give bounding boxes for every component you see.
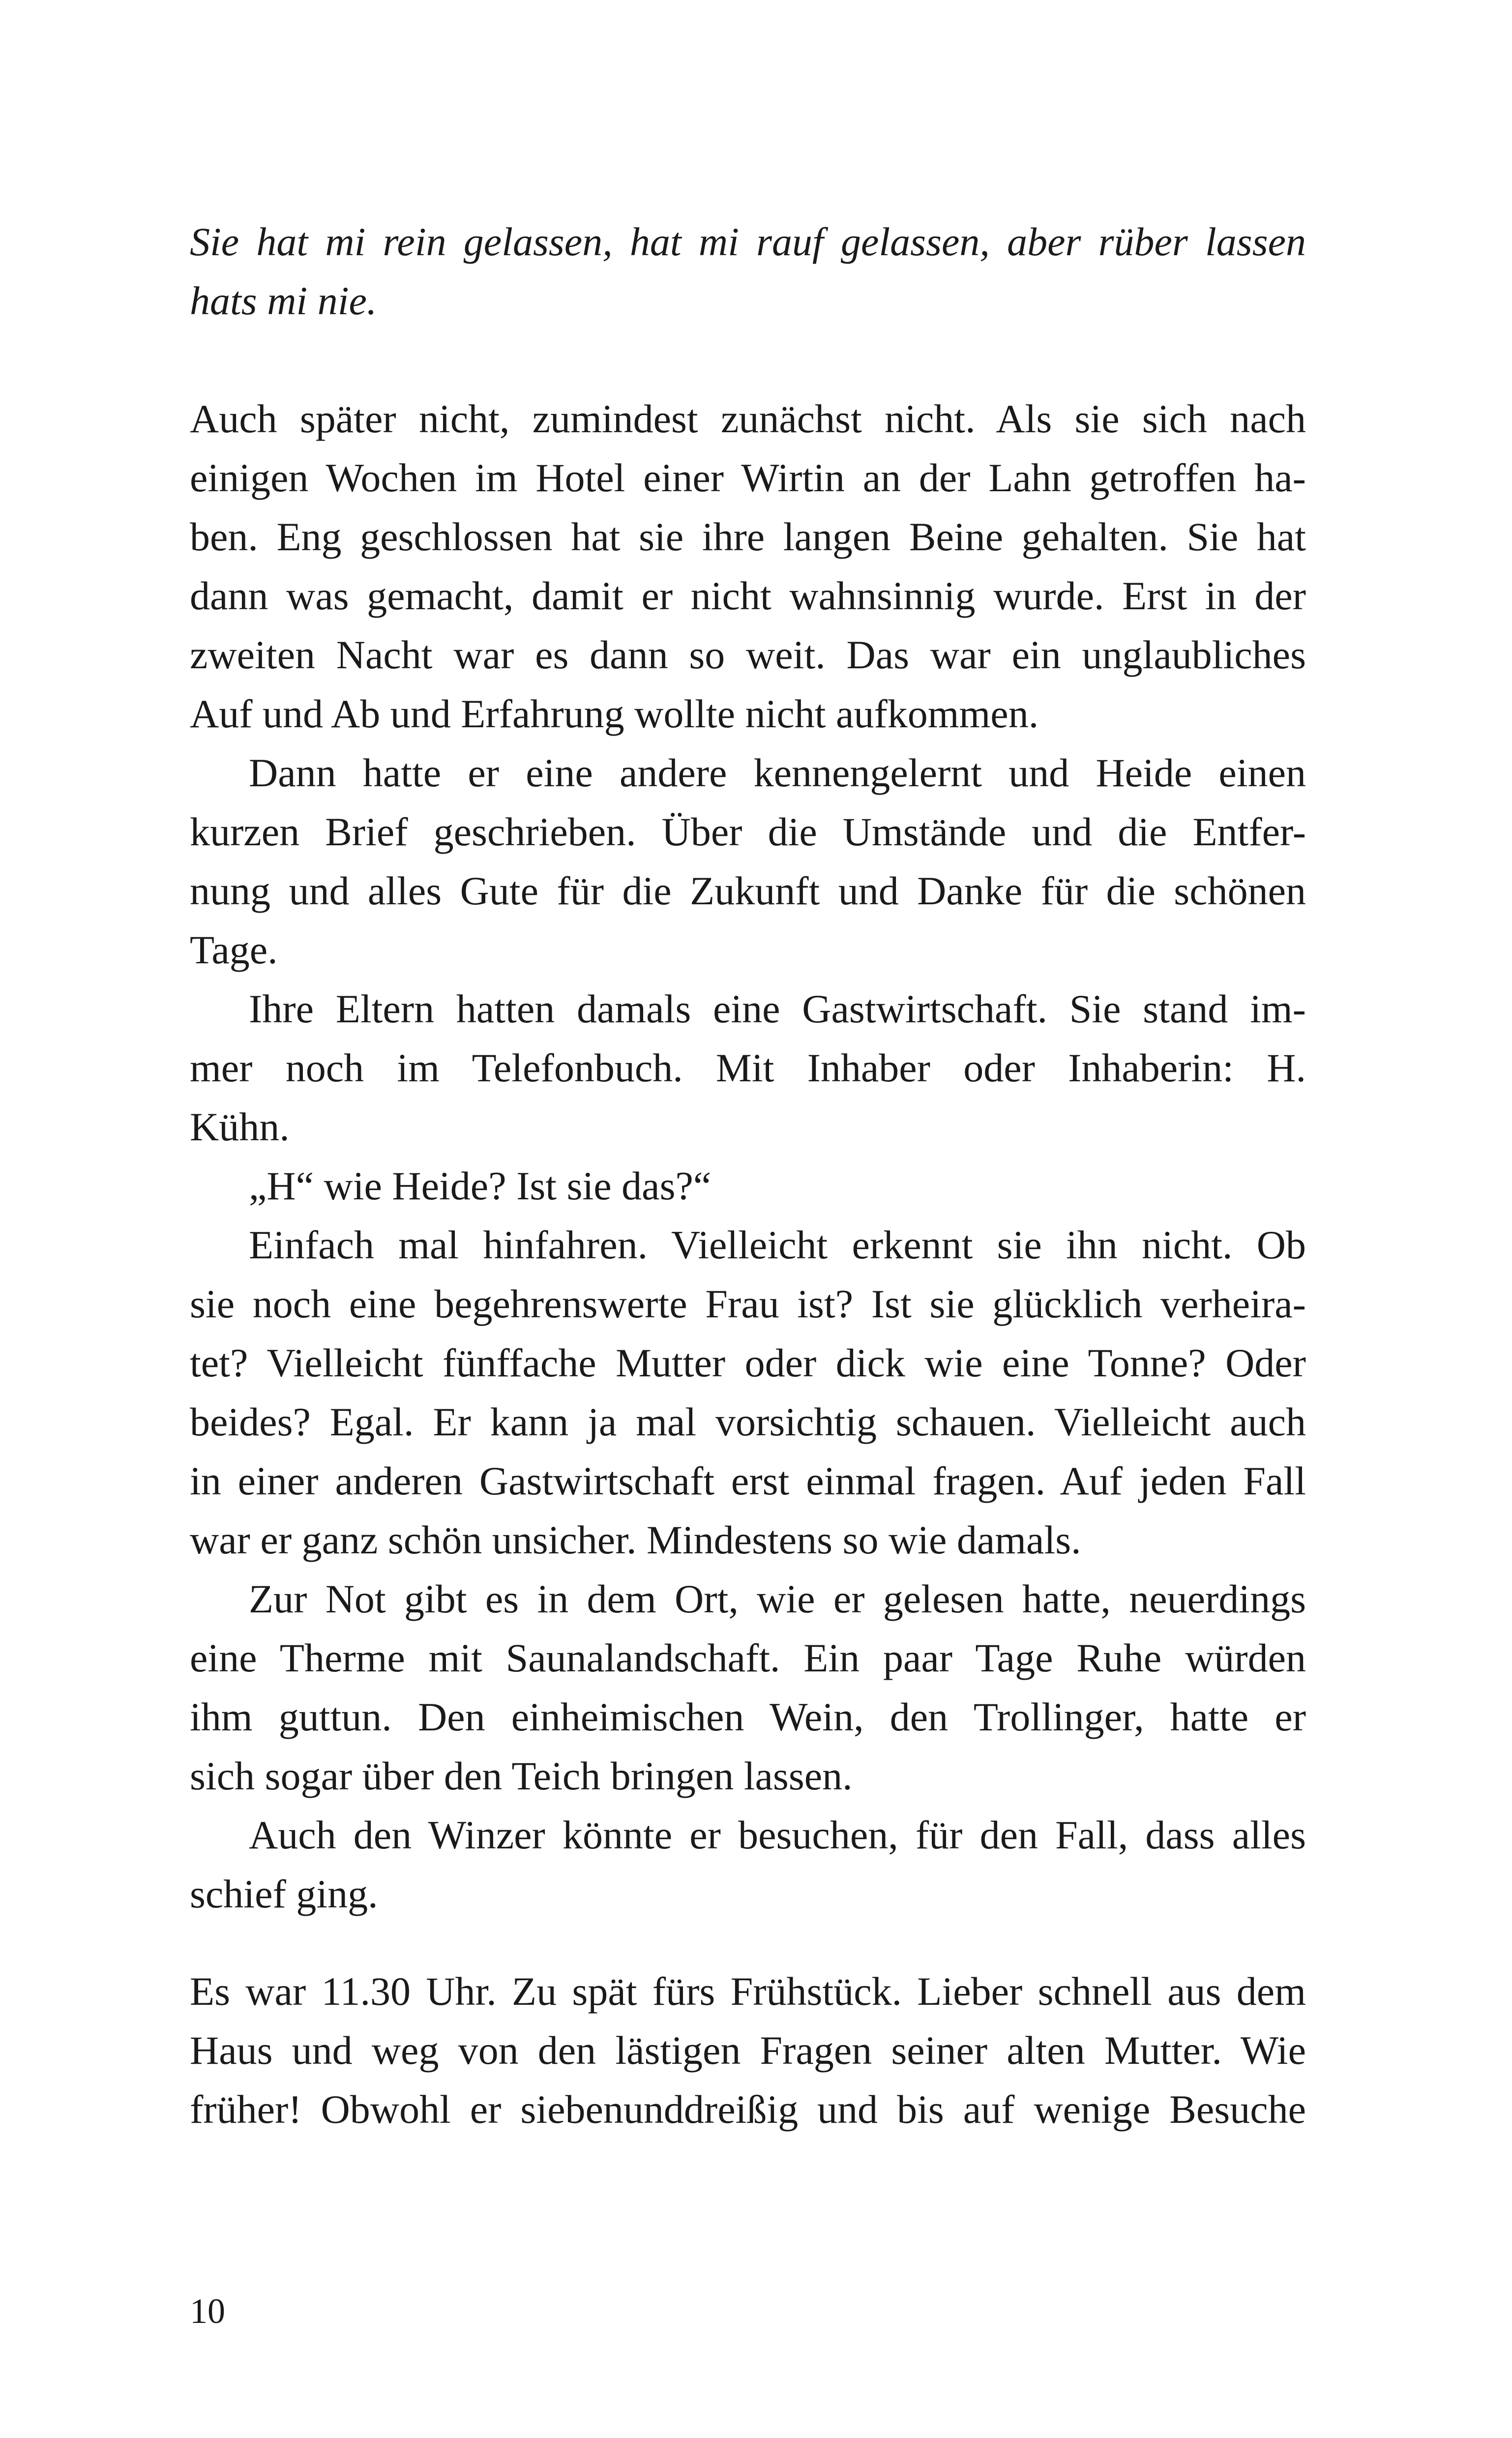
text-line: Es war 11.30 Uhr. Zu spät fürs Frühstück. Lieber schnell aus dem [190,1969,1306,2014]
text-line: ben. Eng geschlossen hat sie ihre langen Beine gehalten. Sie hat [190,514,1306,559]
text-line: war er ganz schön unsicher. Mindestens so wie damals. [190,1517,1081,1562]
closing-text-block [190,1962,1306,2139]
text-line: Einfach mal hinfahren. Vielleicht erkennt sie ihn nicht. Ob [249,1222,1306,1267]
text-line: früher! Obwohl er siebenunddreißig und bis auf wenige Besuche [190,2087,1306,2132]
text-line: Dann hatte er eine andere kennengelernt und Heide einen [249,750,1306,795]
page-number: 10 [190,2291,225,2331]
text-line: Ihre Eltern hatten damals eine Gastwirtschaft. Sie stand im- [249,986,1306,1031]
italic-quote-block [190,212,1306,330]
text-line: mer noch im Telefonbuch. Mit Inhaber oder Inhaberin: H. [190,1045,1306,1090]
text-line: Sie hat mi rein gelassen, hat mi rauf gelassen, aber rüber lassen [190,219,1306,264]
text-line: Kühn. [190,1104,290,1149]
text-line: „H“ wie Heide? Ist sie das?“ [249,1163,712,1208]
text-line: schief ging. [190,1872,378,1916]
text-line: beides? Egal. Er kann ja mal vorsichtig schauen. Vielleicht auch [190,1399,1306,1444]
text-line: tet? Vielleicht fünffache Mutter oder dick wie eine Tonne? Oder [190,1340,1306,1385]
text-line: in einer anderen Gastwirtschaft erst einmal fragen. Auf jeden Fall [190,1458,1306,1503]
text-line: einigen Wochen im Hotel einer Wirtin an der Lahn getroffen ha- [190,455,1306,500]
text-line: ihm guttun. Den einheimischen Wein, den Trollinger, hatte er [190,1695,1306,1739]
text-line: nung und alles Gute für die Zukunft und Danke für die schönen [190,868,1306,913]
text-line: zweiten Nacht war es dann so weit. Das war ein unglaubliches [190,632,1306,677]
text-line: kurzen Brief geschrieben. Über die Umstände und die Entfer- [190,809,1306,854]
text-line: Auch den Winzer könnte er besuchen, für den Fall, dass alles [249,1813,1306,1857]
text-line: Auf und Ab und Erfahrung wollte nicht aufkommen. [190,691,1039,736]
text-line: Auch später nicht, zumindest zunächst nicht. Als sie sich nach [190,396,1306,441]
text-line: sich sogar über den Teich bringen lassen. [190,1754,853,1798]
text-line: hats mi nie. [190,278,377,323]
text-line: dann was gemacht, damit er nicht wahnsinnig wurde. Erst in der [190,573,1306,618]
text-line: Zur Not gibt es in dem Ort, wie er gelesen hatte, neuerdings [249,1576,1306,1621]
main-text-block [190,389,1306,1924]
text-line: eine Therme mit Saunalandschaft. Ein paar Tage Ruhe würden [190,1635,1306,1680]
text-line: Tage. [190,927,278,972]
text-line: Haus und weg von den lästigen Fragen seiner alten Mutter. Wie [190,2028,1306,2073]
text-line: sie noch eine begehrenswerte Frau ist? Ist sie glücklich verheira- [190,1281,1306,1326]
